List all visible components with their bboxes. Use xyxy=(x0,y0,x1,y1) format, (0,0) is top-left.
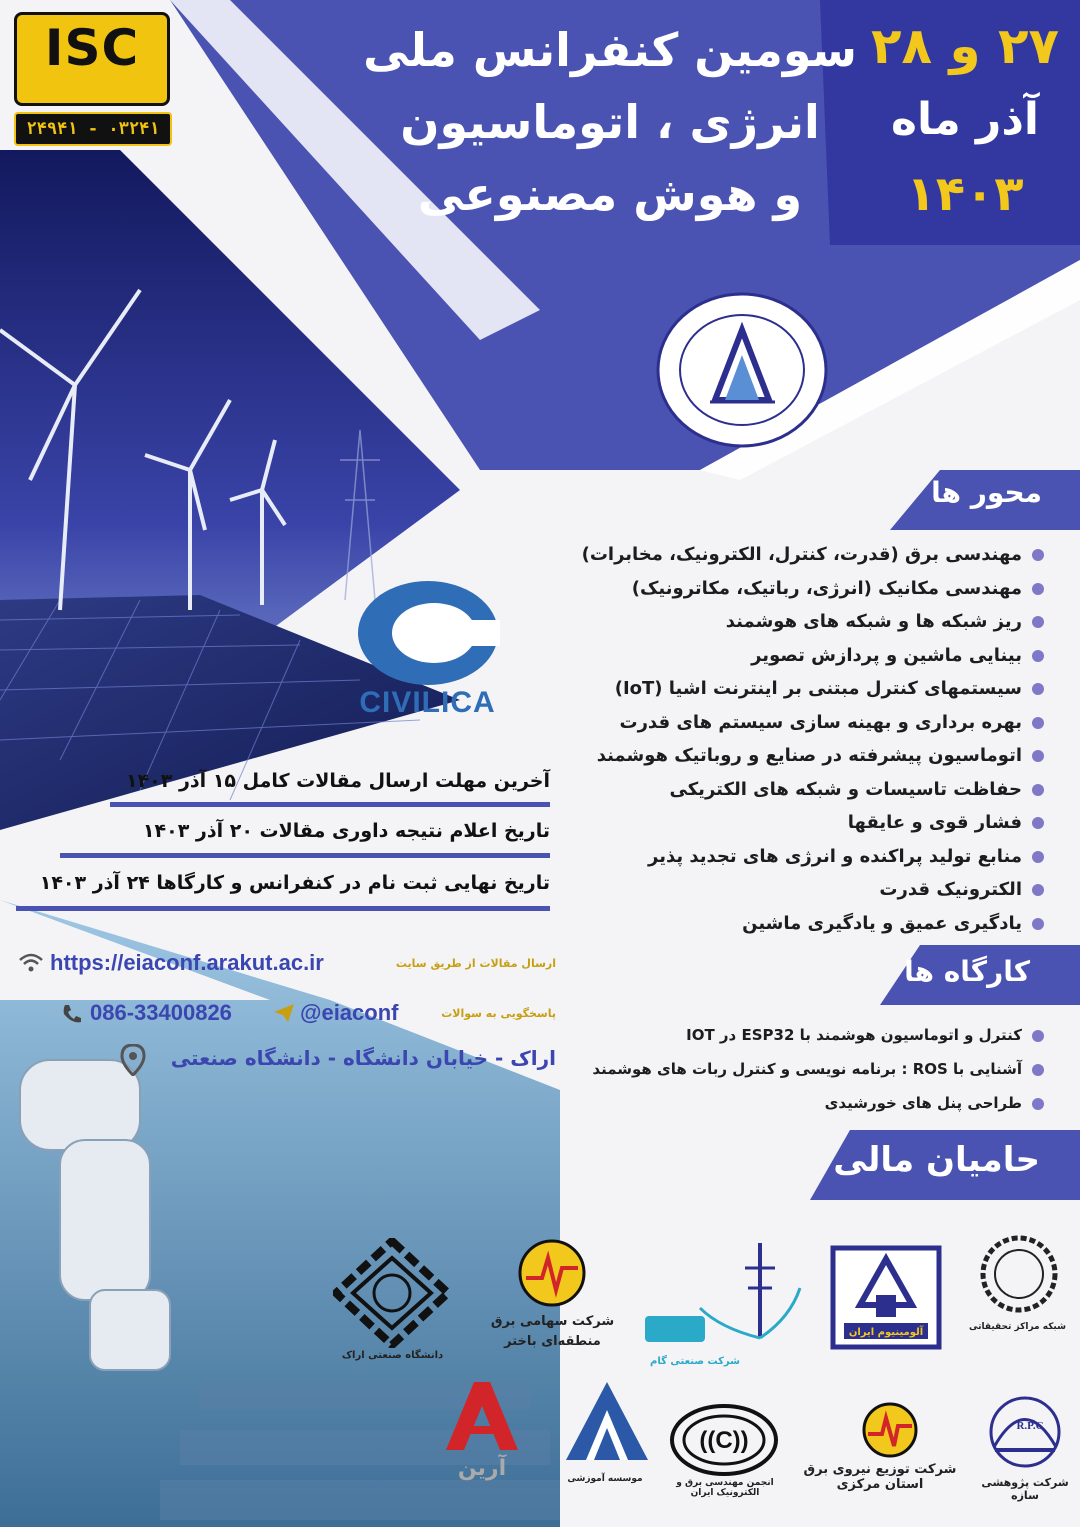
topic-item: اتوماسیون پیشرفته در صنایع و روباتیک هوشمند xyxy=(524,739,1044,773)
sponsor-caption: دانشگاه صنعتی اراک xyxy=(341,1350,444,1361)
topics-heading: محور ها xyxy=(931,476,1042,509)
conference-title xyxy=(360,14,860,230)
topic-item: حفاظت تاسیسات و شبکه های الکتریکی xyxy=(524,773,1044,807)
title-line-2: انرژی ، اتوماسیون xyxy=(400,95,820,149)
svg-text:((C)): ((C)) xyxy=(699,1427,749,1454)
sponsor-caption: آرین xyxy=(457,1456,507,1481)
topic-item: سیستمهای کنترل مبتنی بر اینترنت اشیا (IoT) xyxy=(524,672,1044,706)
workshop-item: طراحی پنل های خورشیدی xyxy=(544,1086,1044,1120)
topic-item: بینایی ماشین و پردازش تصویر xyxy=(524,639,1044,673)
questions-label: پاسخگویی به سوالات xyxy=(441,1007,556,1020)
bakhtar-electric-logo xyxy=(512,1238,592,1308)
civilica-icon xyxy=(356,578,500,688)
topic-item: مهندسی برق (قدرت، کنترل، الکترونیک، مخابرات) xyxy=(524,538,1044,572)
telegram-icon xyxy=(272,1002,296,1024)
isc-logo xyxy=(14,12,170,106)
sponsors-heading: حامیان مالی xyxy=(833,1140,1040,1180)
date-line-2: آذر ماه xyxy=(890,94,1040,145)
phone-icon xyxy=(60,1002,84,1026)
contact-phone-row xyxy=(60,998,556,1030)
topic-item: الکترونیک قدرت xyxy=(524,873,1044,907)
date-line-1: ۲۷ و ۲۸ xyxy=(871,17,1059,75)
address-text: اراک - خیابان دانشگاه - دانشگاه صنعتی xyxy=(170,1046,556,1070)
topic-item: فشار قوی و عایقها xyxy=(524,806,1044,840)
sponsor-caption: شرکت توزیع نیروی برق استان مرکزی xyxy=(803,1462,957,1492)
deadline-submission: آخرین مهلت ارسال مقالات کامل ۱۵ آذر ۱۴۰۳ xyxy=(125,770,550,792)
arian-logo xyxy=(444,1380,520,1452)
workshops-list xyxy=(544,1018,1044,1120)
location-pin-icon xyxy=(120,1044,146,1076)
university-seal xyxy=(655,290,830,450)
contact-address-row xyxy=(120,1042,556,1076)
deadline-review: تاریخ اعلام نتیجه داوری مقالات ۲۰ آذر ۱۴۰۳ xyxy=(142,820,550,842)
title-line-3: و هوش مصنوعی xyxy=(417,167,803,221)
topic-item: منابع تولید پراکنده و انرژی های تجدید پذیر xyxy=(524,840,1044,874)
website-label: ارسال مقالات از طریق سایت xyxy=(395,957,556,970)
ieee-iran-logo xyxy=(668,1400,780,1480)
wifi-icon xyxy=(18,952,44,974)
topic-item: ریز شبکه ها و شبکه های هوشمند xyxy=(524,605,1044,639)
topic-item: یادگیری عمیق و یادگیری ماشین xyxy=(524,907,1044,941)
topics-list xyxy=(524,538,1044,940)
arak-university-logo xyxy=(333,1238,451,1348)
rpc-logo xyxy=(980,1392,1070,1472)
conference-date xyxy=(860,10,1070,230)
date-line-3: ۱۴۰۳ xyxy=(906,166,1024,222)
sponsor-caption: انجمن مهندسی برق و الکترونیک ایران xyxy=(676,1478,774,1498)
sponsor-caption: موسسه آموزشی xyxy=(567,1474,643,1484)
title-line-1: سومین کنفرانس ملی xyxy=(363,23,857,77)
rpc-label: R.P.C xyxy=(1016,1420,1044,1432)
sponsor-caption: شرکت صنعتی گام xyxy=(650,1356,740,1367)
topic-item: مهندسی مکانیک (انرژی، رباتیک، مکاترونیک) xyxy=(524,572,1044,606)
workshop-item: آشنایی با ROS : برنامه نویسی و کنترل ربات های هوشمند xyxy=(544,1052,1044,1086)
educational-institute-logo xyxy=(548,1380,666,1472)
contact-website-row xyxy=(16,948,556,980)
gam-company-logo xyxy=(640,1238,805,1356)
research-centers-logo xyxy=(972,1232,1067,1317)
isc-code: ۰۳۲۴۱ - ۲۴۹۴۱ xyxy=(14,112,172,146)
deadline-registration: تاریخ نهایی ثبت نام در کنفرانس و کارگاها ۲۴ آذر ۱۴۰۳ xyxy=(39,872,550,894)
telegram-handle[interactable]: @eiaconf xyxy=(300,1000,399,1025)
website-link[interactable]: https://eiaconf.arakut.ac.ir xyxy=(50,950,324,975)
sponsor-caption: شبکه مراکز تحقیقاتی xyxy=(969,1322,1066,1332)
workshop-item: کنترل و اتوماسیون هوشمند با ESP32 در IOT xyxy=(544,1018,1044,1052)
phone-number[interactable]: 086-33400826 xyxy=(90,1000,232,1025)
sponsor-caption: شرکت پژوهشی سازه xyxy=(981,1476,1069,1502)
isc-logo-text: ISC xyxy=(44,19,140,77)
markazi-distribution-logo xyxy=(858,1400,922,1460)
sponsor-caption: آلومینیوم ایران xyxy=(848,1327,924,1338)
civilica-label: CIVILICA xyxy=(359,686,496,719)
sponsor-caption: شرکت سهامی برق منطقه‌ای باختر xyxy=(490,1314,615,1349)
topic-item: بهره برداری و بهینه سازی سیستم های قدرت xyxy=(524,706,1044,740)
workshops-heading: کارگاه ها xyxy=(904,955,1030,988)
